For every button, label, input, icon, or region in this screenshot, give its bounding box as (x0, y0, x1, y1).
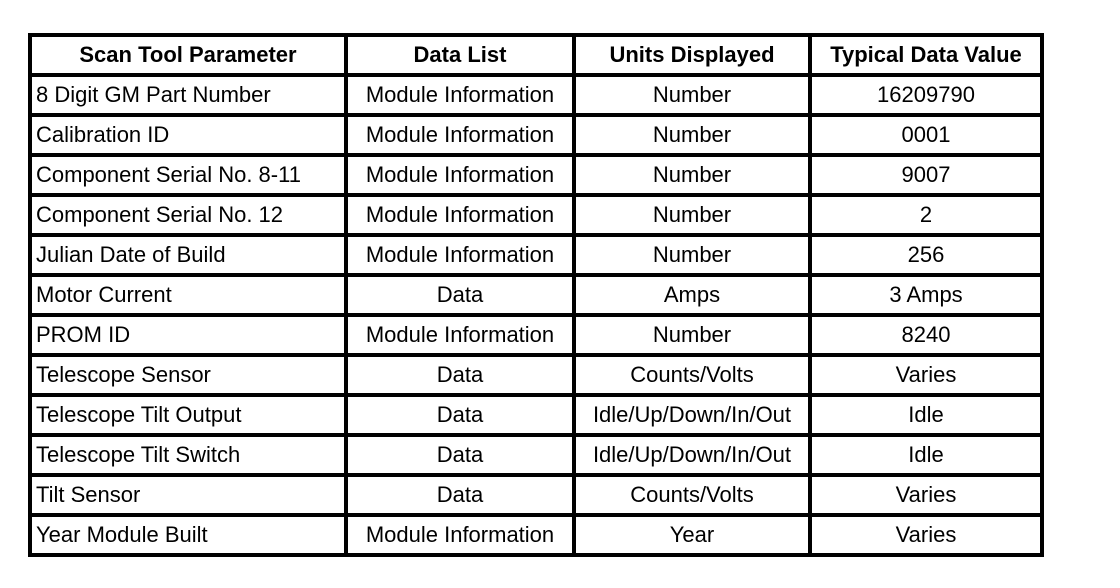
table-row (30, 195, 1042, 235)
cell-parameter: Calibration ID (30, 115, 346, 155)
table-row (30, 475, 1042, 515)
cell-units: Counts/Volts (574, 355, 810, 395)
cell-data-list: Module Information (346, 195, 574, 235)
cell-data-list: Data (346, 435, 574, 475)
cell-data-list: Module Information (346, 75, 574, 115)
header-row (30, 35, 1042, 75)
cell-data-list: Data (346, 475, 574, 515)
cell-data-list: Module Information (346, 115, 574, 155)
cell-parameter: Component Serial No. 12 (30, 195, 346, 235)
table-row (30, 155, 1042, 195)
cell-parameter: Telescope Tilt Switch (30, 435, 346, 475)
cell-typical-value: Varies (810, 355, 1042, 395)
cell-data-list: Data (346, 395, 574, 435)
table-row (30, 275, 1042, 315)
cell-units: Idle/Up/Down/In/Out (574, 435, 810, 475)
cell-data-list: Data (346, 275, 574, 315)
cell-units: Counts/Volts (574, 475, 810, 515)
cell-units: Number (574, 195, 810, 235)
cell-typical-value: 3 Amps (810, 275, 1042, 315)
cell-units: Number (574, 75, 810, 115)
cell-units: Amps (574, 275, 810, 315)
table-row (30, 115, 1042, 155)
table-row (30, 75, 1042, 115)
cell-units: Year (574, 515, 810, 555)
header-scan-tool-parameter: Scan Tool Parameter (30, 35, 346, 75)
cell-units: Number (574, 155, 810, 195)
header-data-list: Data List (346, 35, 574, 75)
cell-typical-value: 16209790 (810, 75, 1042, 115)
table-header (30, 35, 1042, 75)
table-row (30, 235, 1042, 275)
table-row (30, 355, 1042, 395)
cell-typical-value: 2 (810, 195, 1042, 235)
cell-typical-value: Varies (810, 475, 1042, 515)
scan-tool-data-table (28, 33, 1044, 557)
cell-typical-value: Idle (810, 435, 1042, 475)
cell-typical-value: 0001 (810, 115, 1042, 155)
cell-parameter: Motor Current (30, 275, 346, 315)
cell-typical-value: 8240 (810, 315, 1042, 355)
cell-parameter: Year Module Built (30, 515, 346, 555)
header-typical-data-value: Typical Data Value (810, 35, 1042, 75)
cell-data-list: Data (346, 355, 574, 395)
cell-data-list: Module Information (346, 315, 574, 355)
table-row (30, 435, 1042, 475)
cell-units: Number (574, 235, 810, 275)
cell-parameter: PROM ID (30, 315, 346, 355)
cell-data-list: Module Information (346, 515, 574, 555)
cell-parameter: Component Serial No. 8-11 (30, 155, 346, 195)
cell-data-list: Module Information (346, 235, 574, 275)
header-units-displayed: Units Displayed (574, 35, 810, 75)
table-row (30, 395, 1042, 435)
cell-typical-value: Idle (810, 395, 1042, 435)
cell-units: Number (574, 315, 810, 355)
table-row (30, 315, 1042, 355)
cell-typical-value: 256 (810, 235, 1042, 275)
cell-parameter: 8 Digit GM Part Number (30, 75, 346, 115)
cell-data-list: Module Information (346, 155, 574, 195)
cell-parameter: Telescope Tilt Output (30, 395, 346, 435)
cell-typical-value: Varies (810, 515, 1042, 555)
cell-typical-value: 9007 (810, 155, 1042, 195)
table-body (30, 75, 1042, 555)
cell-units: Idle/Up/Down/In/Out (574, 395, 810, 435)
cell-parameter: Tilt Sensor (30, 475, 346, 515)
cell-units: Number (574, 115, 810, 155)
cell-parameter: Julian Date of Build (30, 235, 346, 275)
cell-parameter: Telescope Sensor (30, 355, 346, 395)
scan-tool-data-table-container (28, 33, 1044, 557)
table-row (30, 515, 1042, 555)
